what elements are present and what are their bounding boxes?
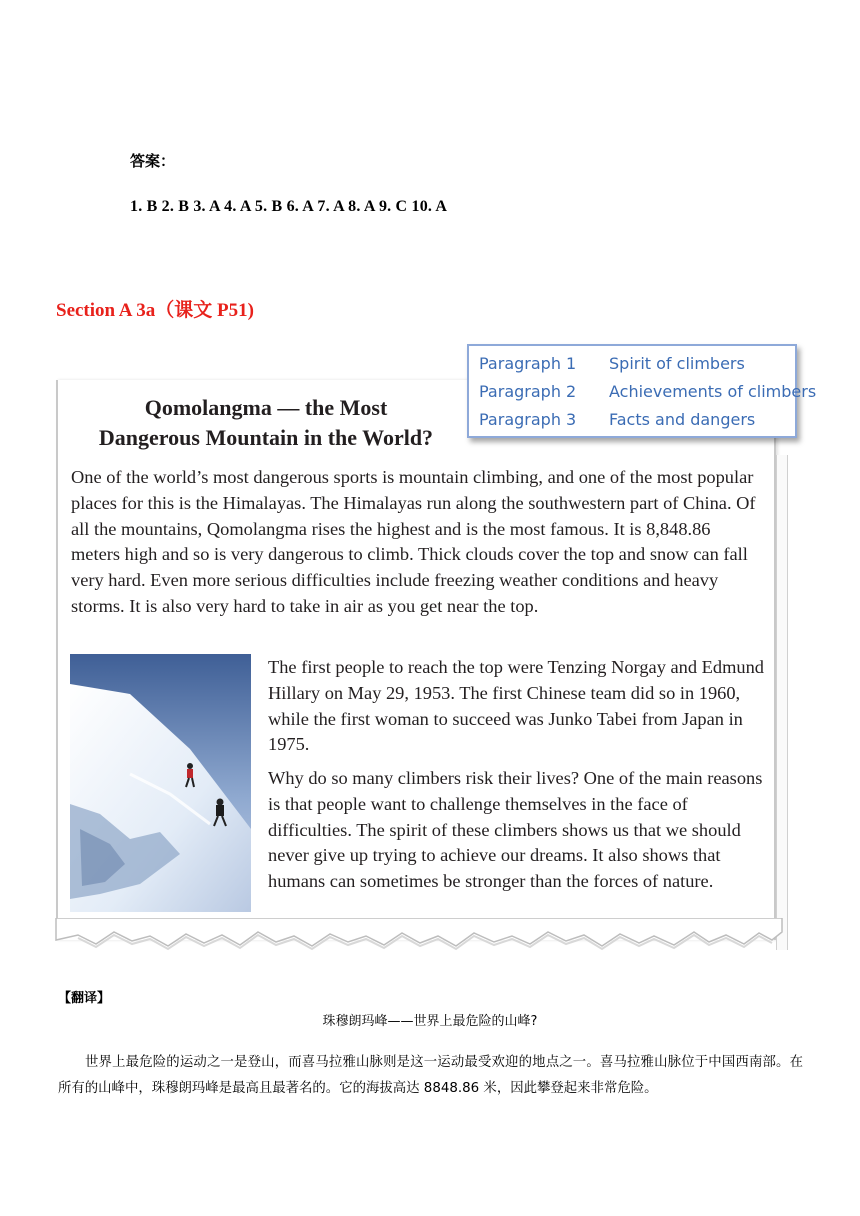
- translation-title: 珠穆朗玛峰——世界上最危险的山峰?: [322, 1014, 538, 1029]
- paragraph-matching-box: [467, 344, 817, 438]
- matching-label: Paragraph 2: [479, 382, 577, 401]
- page-side-strip: [776, 455, 788, 950]
- translation-body: 世界上最危险的运动之一是登山，而喜马拉雅山脉则是这一运动最受欢迎的地点之一。喜马拉雅山脉位于中国西南部。在所有的山峰中，珠穆朗玛峰是最高且最著名的。它的海拔高达 8848.86 米，因此攀登起来非常危险。: [58, 1055, 803, 1096]
- answers-line: 1. B 2. B 3. A 4. A 5. B 6. A 7. A 8. A 9. C 10. A: [130, 198, 448, 215]
- matching-value: Facts and dangers: [609, 410, 756, 429]
- paragraph-1: One of the world’s most dangerous sports is mountain climbing, and one of the most popular places for this is the Himalayas. The Himalayas run along the southwestern part of China. Of all the mountains, Qomolangma rises the highest and is the most famous. It is 8,848.86 meters high and so is very dangerous to climb. Thick clouds cover the top and snow can fall very hard. Even more serious difficulties include freezing weather conditions and heavy storms. It is also very hard to take in air as you get near the top.: [71, 467, 756, 616]
- paragraph-2: The first people to reach the top were Tenzing Norgay and Edmund Hillary on May 29, 1953. The first Chinese team did so in 1960, while the first woman to succeed was Junko Tabei from Japan in 1975.: [268, 657, 764, 755]
- article-title-line1: Qomolangma — the Most: [144, 395, 388, 420]
- section-title: Section A 3a（课文 P51): [56, 300, 254, 321]
- article-title: [66, 393, 466, 453]
- paragraph-3: Why do so many climbers risk their lives? One of the main reasons is that people want to challenge themselves in the face of difficulties. The spirit of these climbers shows us that we should never give up trying to achieve our dreams. It also shows that humans can sometimes be stronger than the forces of nature.: [268, 768, 763, 892]
- matching-label: Paragraph 3: [479, 410, 577, 429]
- torn-paper-edge: [54, 918, 784, 956]
- answers-label: 答案：: [130, 152, 176, 170]
- translation-label: 【翻译】: [58, 991, 111, 1006]
- matching-value: Spirit of climbers: [609, 354, 745, 373]
- matching-value: Achievements of climbers: [609, 382, 817, 401]
- mountain-climbers-photo: [70, 654, 251, 912]
- article-title-line2: Dangerous Mountain in the World?: [98, 425, 434, 450]
- matching-label: Paragraph 1: [479, 354, 577, 373]
